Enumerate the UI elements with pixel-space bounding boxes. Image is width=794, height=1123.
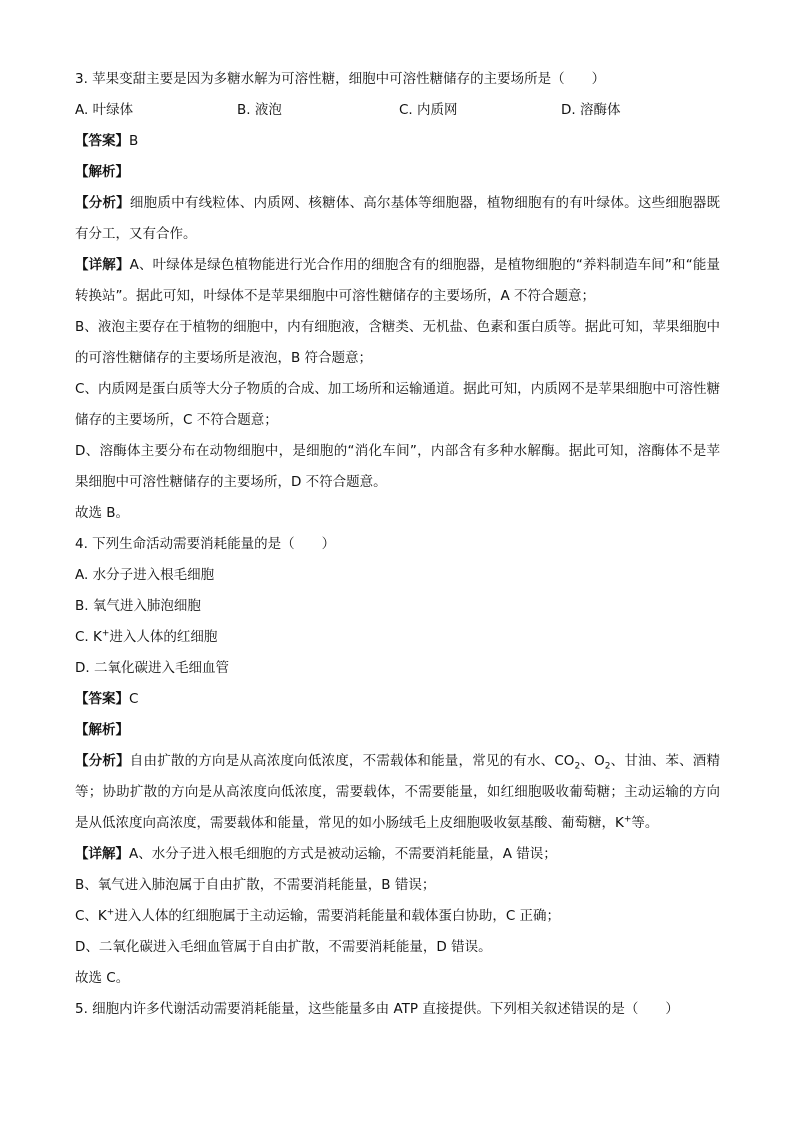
xiangjie-label: 【详解】 (75, 846, 129, 862)
detail-c-sup: + (106, 907, 115, 918)
answer-value: C (129, 691, 139, 707)
fenxi-part: 、O (580, 753, 605, 769)
detail-c-rest: 进入人体的红细胞属于主动运输，需要消耗能量和载体蛋白协助，C 正确； (114, 908, 561, 924)
fenxi-label: 【分析】 (75, 753, 130, 769)
xiangjie-label: 【详解】 (75, 257, 130, 273)
q4-stem: 4. 下列生命活动需要消耗能量的是（ ） (75, 536, 336, 552)
q3-detail-d: D、溶酶体主要分布在动物细胞中，是细胞的“消化车间”，内部含有多种水解酶。据此可知，溶酶体不是苹果细胞中可溶性糖储存的主要场所，D 不符合题意。 (75, 443, 720, 490)
q4-option-b: B. 氧气进入肺泡细胞 (75, 598, 201, 614)
q3-fenxi (75, 188, 720, 250)
detail-text: A、水分子进入根毛细胞的方式是被动运输，不需要消耗能量，A 错误； (129, 846, 557, 862)
detail-text: A、叶绿体是绿色植物能进行光合作用的细胞含有的细胞器，是植物细胞的“养料制造车间”和“能量转换站”。据此可知，叶绿体不是苹果细胞中可溶性糖储存的主要场所，A 不符合题意； (75, 257, 720, 304)
q3-option-a: A. 叶绿体 (75, 102, 134, 118)
q4-option-c (75, 622, 720, 653)
option-c-prefix: C. K (75, 629, 102, 645)
q3-option-c: C. 内质网 (399, 102, 458, 118)
fenxi-sup: + (623, 814, 632, 825)
q3-detail-c: C、内质网是蛋白质等大分子物质的合成、加工场所和运输通道。据此可知，内质网不是苹果细胞中可溶性糖储存的主要场所，C 不符合题意； (75, 381, 720, 428)
q4-option-d: D. 二氧化碳进入毛细血管 (75, 660, 229, 676)
fenxi-part: 、甘油、苯、酒精等；协助扩散的方向是从高浓度向低浓度，需要载体，不需要能量，如红细胞吸收葡萄糖；主动运输的方向是从低浓度向高浓度，需要载体和能量，常见的如小肠绒毛上皮细胞吸收氨基酸、葡萄糖，K (75, 753, 721, 831)
q4-fenxi (75, 746, 720, 839)
detail-c-prefix: C、K (75, 908, 107, 924)
q4-detail-b: B、氧气进入肺泡属于自由扩散，不需要消耗能量，B 错误； (75, 877, 436, 893)
fenxi-part: 等。 (631, 815, 659, 831)
option-c-sup: + (101, 628, 110, 639)
fenxi-text: 细胞质中有线粒体、内质网、核糖体、高尔基体等细胞器，植物细胞有的有叶绿体。这些细胞器既有分工，又有合作。 (75, 195, 721, 242)
document-page (75, 64, 720, 1025)
q4-analysis-title: 【解析】 (75, 722, 129, 738)
answer-label: 【答案】 (75, 691, 129, 707)
fenxi-sub: 2 (604, 761, 611, 772)
q4-answer (75, 684, 720, 715)
q5-stem: 5. 细胞内许多代谢活动需要消耗能量，这些能量多由 ATP 直接提供。下列相关叙述错误的是（ ） (75, 1001, 679, 1017)
q4-detail-a (75, 839, 720, 870)
q3-option-d: D. 溶酶体 (561, 102, 621, 118)
fenxi-label: 【分析】 (75, 195, 130, 211)
q3-option-b: B. 液泡 (237, 102, 282, 118)
fenxi-sub: 2 (574, 761, 581, 772)
q3-stem: 3. 苹果变甜主要是因为多糖水解为可溶性糖，细胞中可溶性糖储存的主要场所是（ ） (75, 71, 606, 87)
q4-option-a: A. 水分子进入根毛细胞 (75, 567, 215, 583)
answer-value: B (129, 133, 139, 149)
option-c-rest: 进入人体的红细胞 (109, 629, 218, 645)
fenxi-part: 自由扩散的方向是从高浓度向低浓度，不需载体和能量，常见的有水、CO (129, 753, 575, 769)
q4-conclusion: 故选 C。 (75, 970, 130, 986)
answer-label: 【答案】 (75, 133, 129, 149)
q3-conclusion: 故选 B。 (75, 505, 130, 521)
q3-detail-a (75, 250, 720, 312)
q3-analysis-title: 【解析】 (75, 164, 129, 180)
q3-detail-b: B、液泡主要存在于植物的细胞中，内有细胞液，含糖类、无机盐、色素和蛋白质等。据此可知，苹果细胞中的可溶性糖储存的主要场所是液泡，B 符合题意； (75, 319, 720, 366)
q3-options (75, 95, 720, 126)
q4-detail-d: D、二氧化碳进入毛细血管属于自由扩散，不需要消耗能量，D 错误。 (75, 939, 492, 955)
q3-answer (75, 126, 720, 157)
q4-detail-c (75, 901, 720, 932)
